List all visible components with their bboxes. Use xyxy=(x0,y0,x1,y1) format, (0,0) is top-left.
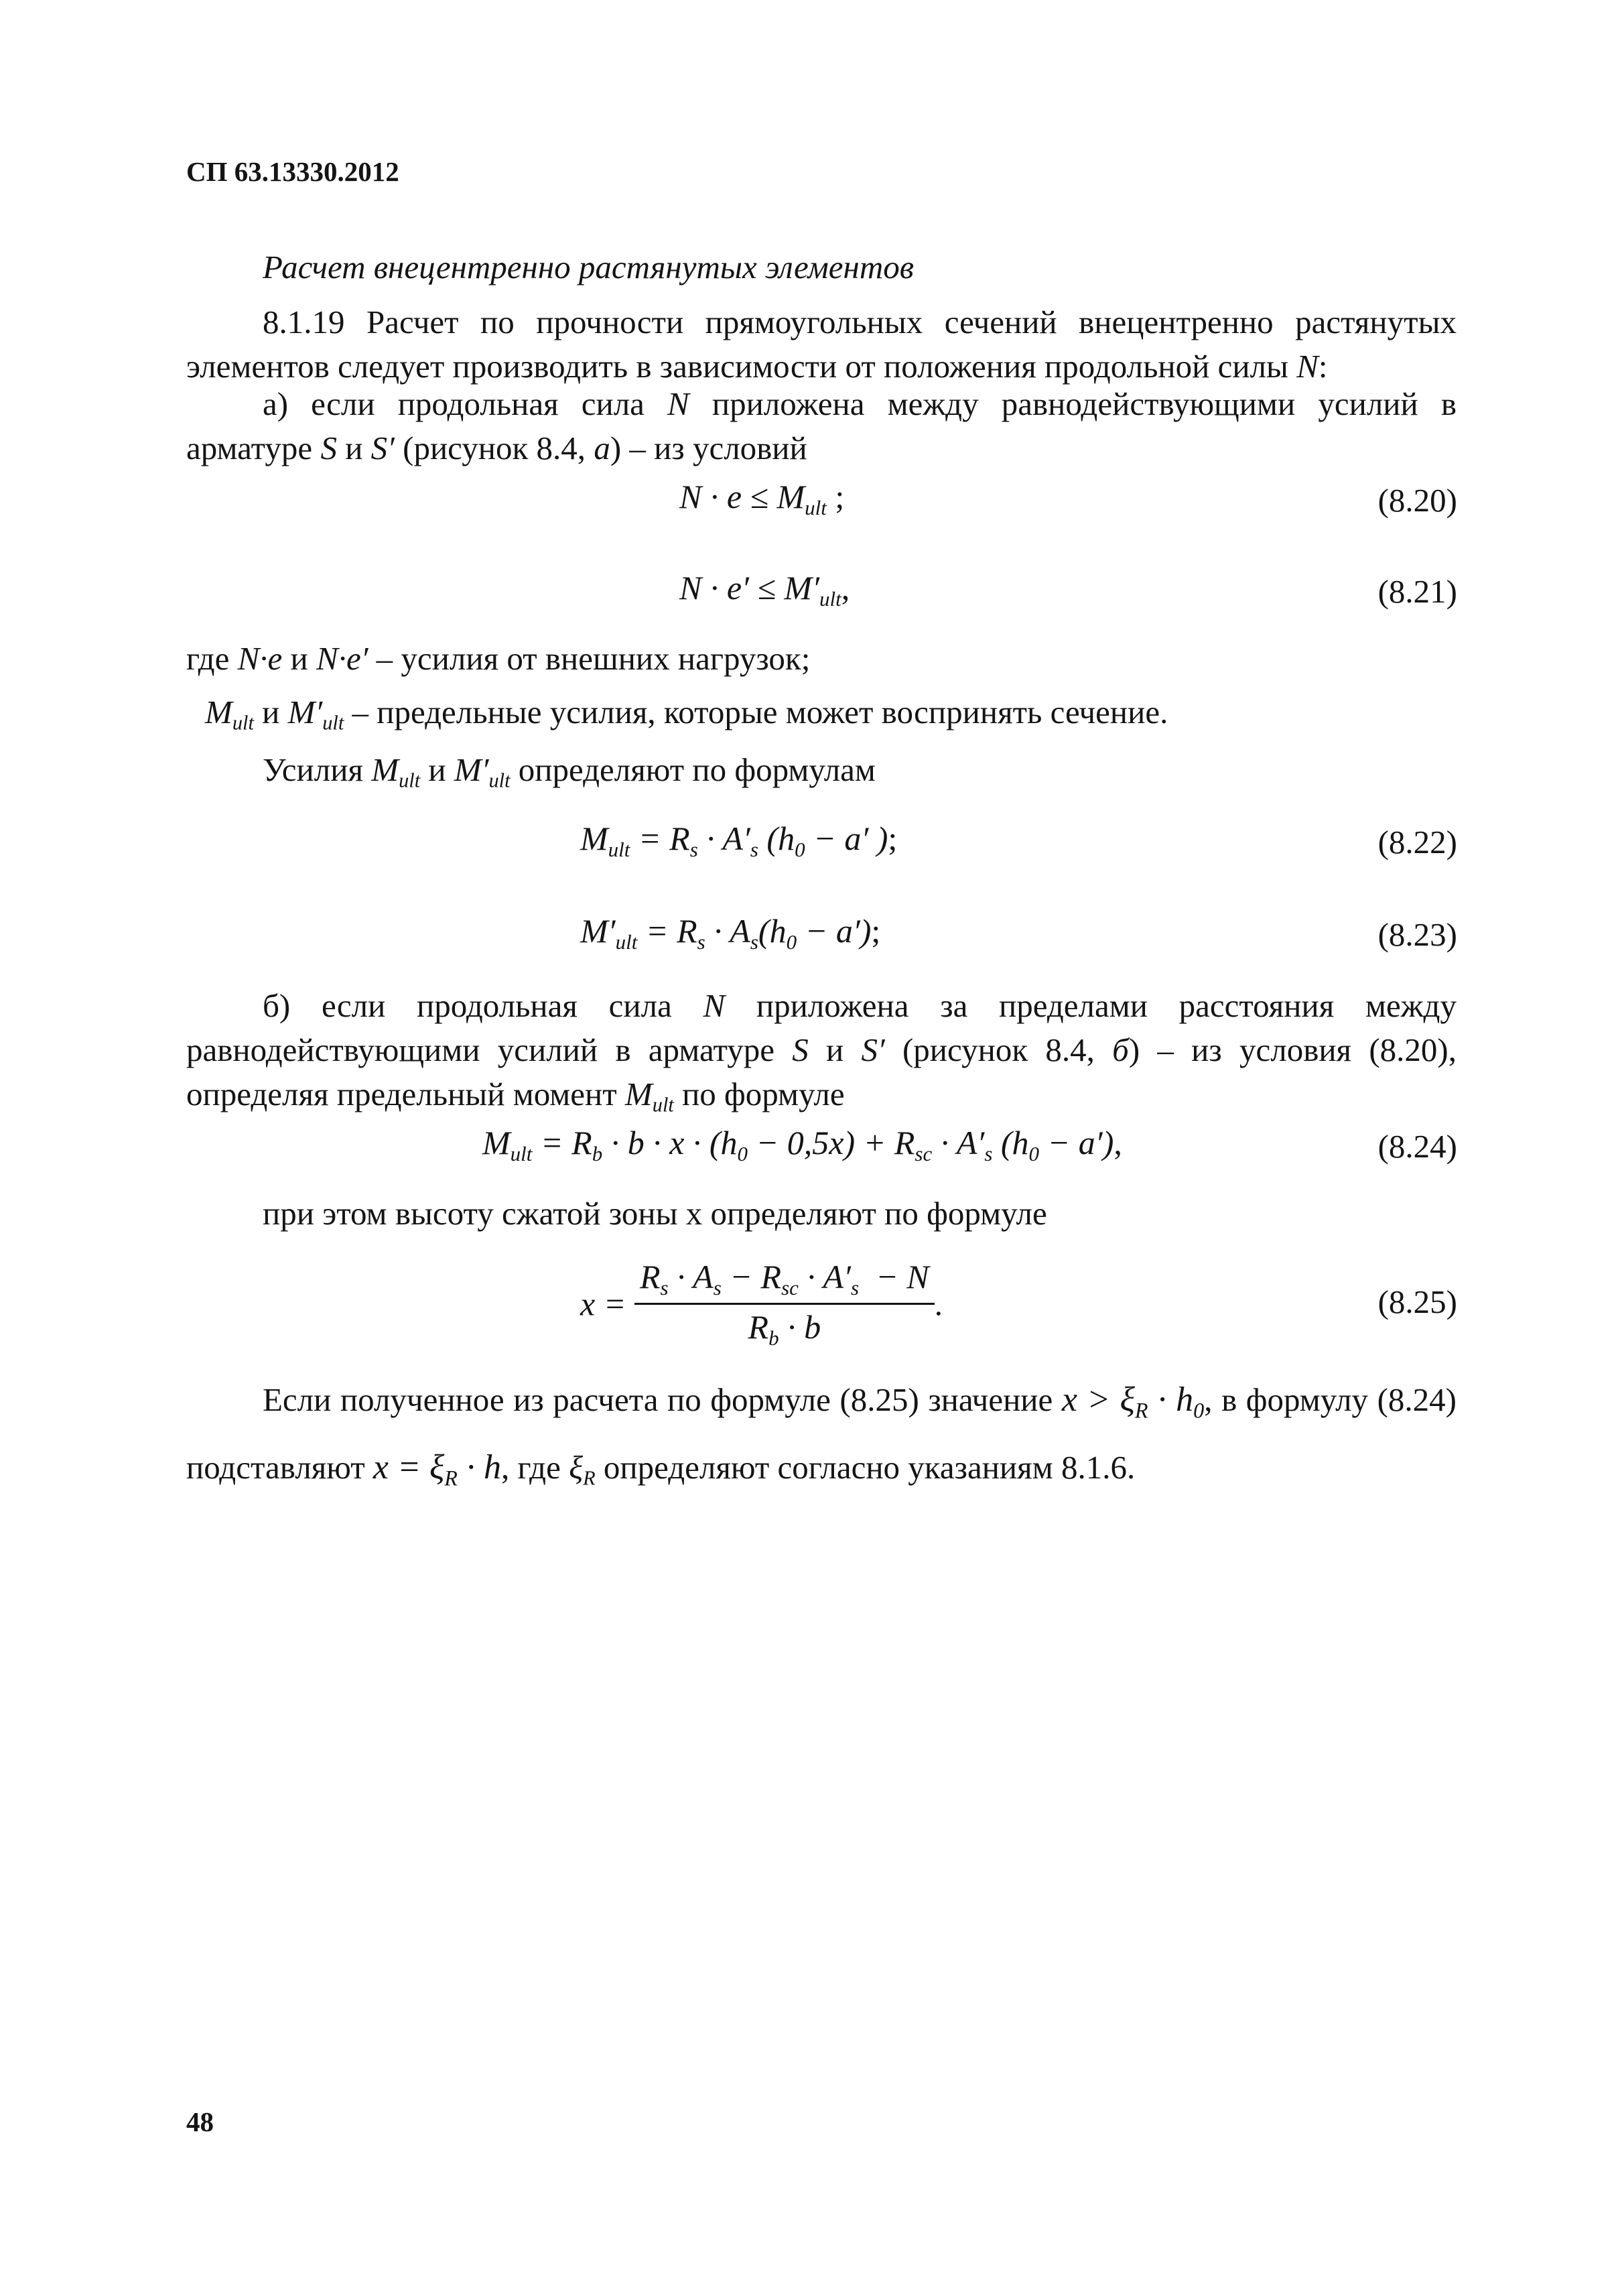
equation-number: (8.20) xyxy=(1377,482,1457,519)
forces-formula-intro: Усилия $M_{ult}$ и $M'_{ult}$ определяют по формулам xyxy=(263,751,876,792)
equation-8-20: $N \cdot e \le M_{ult}$ ; xyxy=(679,478,845,519)
equation-number: (8.21) xyxy=(1377,573,1457,610)
where-ultimate-forces: $M_{ult}$ и $M'_{ult}$ – предельные усилия, которые может воспринять сечение. xyxy=(205,694,1168,735)
equation-8-25: x = $\frac{R_s \cdot A_s - R_{sc} \cdot A'_s - N}{R_b \cdot b}$ . xyxy=(580,1258,943,1350)
paragraph-substitution-rule: Если полученное из расчета по формуле (8.25) значение $x > \xi_R \cdot h_0$, в формулу (8.24) подставляют $x = \xi_R \cdot h$, где $\xi_R$ определяют согласно указаниям 8.1.6. xyxy=(186,1381,1457,1490)
equation-8-22: $M_{ult} = R_s \cdot A'_s$ ($h_0 - a'$ ); xyxy=(580,820,898,861)
equation-number: (8.23) xyxy=(1377,916,1457,953)
paragraph-case-b: б) если продольная сила N приложена за пределами расстояния между равнодействующими усилий в арматуре S и S′ (рисунок 8.4, б) – из условия (8.20), определяя предельный момент $M_{ult}$ по формуле xyxy=(186,987,1457,1117)
section-title: Расчет внецентренно растянутых элементов xyxy=(263,249,915,285)
page-number: 48 xyxy=(186,2106,214,2137)
fraction: $\frac{R_s \cdot A_s - R_{sc} \cdot A'_s - N}{R_b \cdot b}$ xyxy=(634,1257,935,1350)
equation-8-21: $N \cdot e' \le M'_{ult}$, xyxy=(679,569,850,611)
where-external-forces: где N·e и N·e′ – усилия от внешних нагрузок; xyxy=(186,640,811,677)
equation-number: (8.22) xyxy=(1377,824,1457,860)
compressed-zone-intro: при этом высоту сжатой зоны x определяют по формуле xyxy=(263,1195,1047,1232)
document-code-header: СП 63.13330.2012 xyxy=(186,156,399,187)
equation-8-23: $M'_{ult} = R_s \cdot A_s(h_0 - a')$; xyxy=(580,912,881,954)
paragraph-case-a: а) если продольная сила N приложена между равнодействующими усилий в арматуре S и S′ (рисунок 8.4, а) – из условий xyxy=(186,385,1457,466)
equation-number: (8.25) xyxy=(1377,1283,1457,1320)
equation-8-24: $M_{ult} = R_b \cdot b \cdot x \cdot (h_0 - 0,5x) + R_{sc} \cdot A'_s$ $(h_0 - a')$, xyxy=(482,1124,1122,1165)
equation-number: (8.24) xyxy=(1377,1128,1457,1165)
paragraph-8-1-19: 8.1.19 Расчет по прочности прямоугольных сечений внецентренно растянутых элементов следует производить в зависимости от положения продольной силы N: xyxy=(186,304,1457,385)
